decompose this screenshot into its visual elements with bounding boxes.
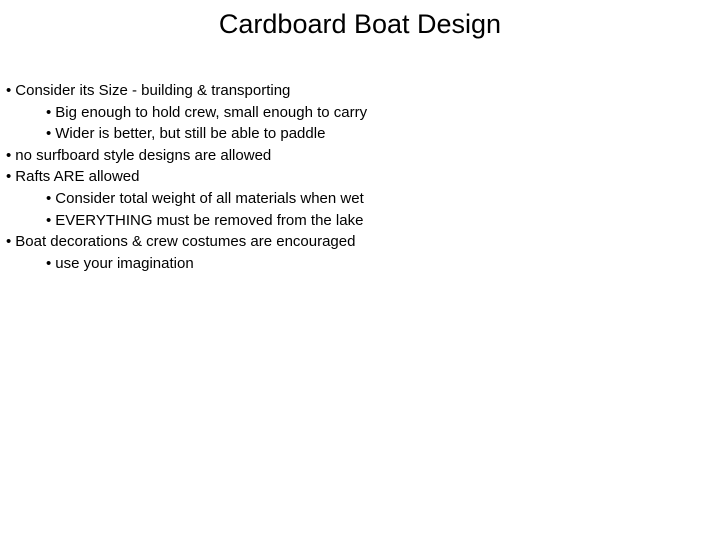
bullet-marker: • bbox=[46, 211, 52, 229]
bullet-text: no surfboard style designs are allowed bbox=[15, 146, 272, 164]
bullet-item bbox=[6, 166, 706, 188]
sub-bullet-item bbox=[6, 102, 706, 124]
bullet-text: Consider total weight of all materials when wet bbox=[55, 189, 364, 207]
bullet-text: use your imagination bbox=[55, 254, 194, 272]
sub-bullet-item bbox=[6, 210, 706, 232]
bullet-item bbox=[6, 80, 706, 102]
bullet-text: Consider its Size - building & transporting bbox=[15, 82, 291, 99]
bullet-item bbox=[6, 231, 706, 253]
bullet-marker: • bbox=[46, 125, 52, 143]
bullet-list bbox=[6, 80, 706, 274]
bullet-marker: • bbox=[6, 146, 12, 164]
bullet-text: EVERYTHING must be removed from the lake bbox=[55, 211, 364, 229]
bullet-marker: • bbox=[6, 82, 12, 99]
slide-title: Cardboard Boat Design bbox=[218, 9, 502, 39]
bullet-marker: • bbox=[6, 168, 12, 186]
sub-bullet-item bbox=[6, 188, 706, 210]
bullet-text: Big enough to hold crew, small enough to carry bbox=[55, 103, 368, 121]
bullet-text: Wider is better, but still be able to paddle bbox=[55, 125, 326, 143]
bullet-marker: • bbox=[46, 189, 52, 207]
bullet-marker: • bbox=[6, 233, 12, 251]
bullet-item bbox=[6, 145, 706, 167]
sub-bullet-item bbox=[6, 123, 706, 145]
bullet-marker: • bbox=[46, 254, 52, 272]
sub-bullet-item bbox=[6, 253, 706, 275]
bullet-marker: • bbox=[46, 103, 52, 121]
bullet-text: Rafts ARE allowed bbox=[15, 168, 140, 186]
bullet-text: Boat decorations & crew costumes are encouraged bbox=[15, 233, 356, 251]
